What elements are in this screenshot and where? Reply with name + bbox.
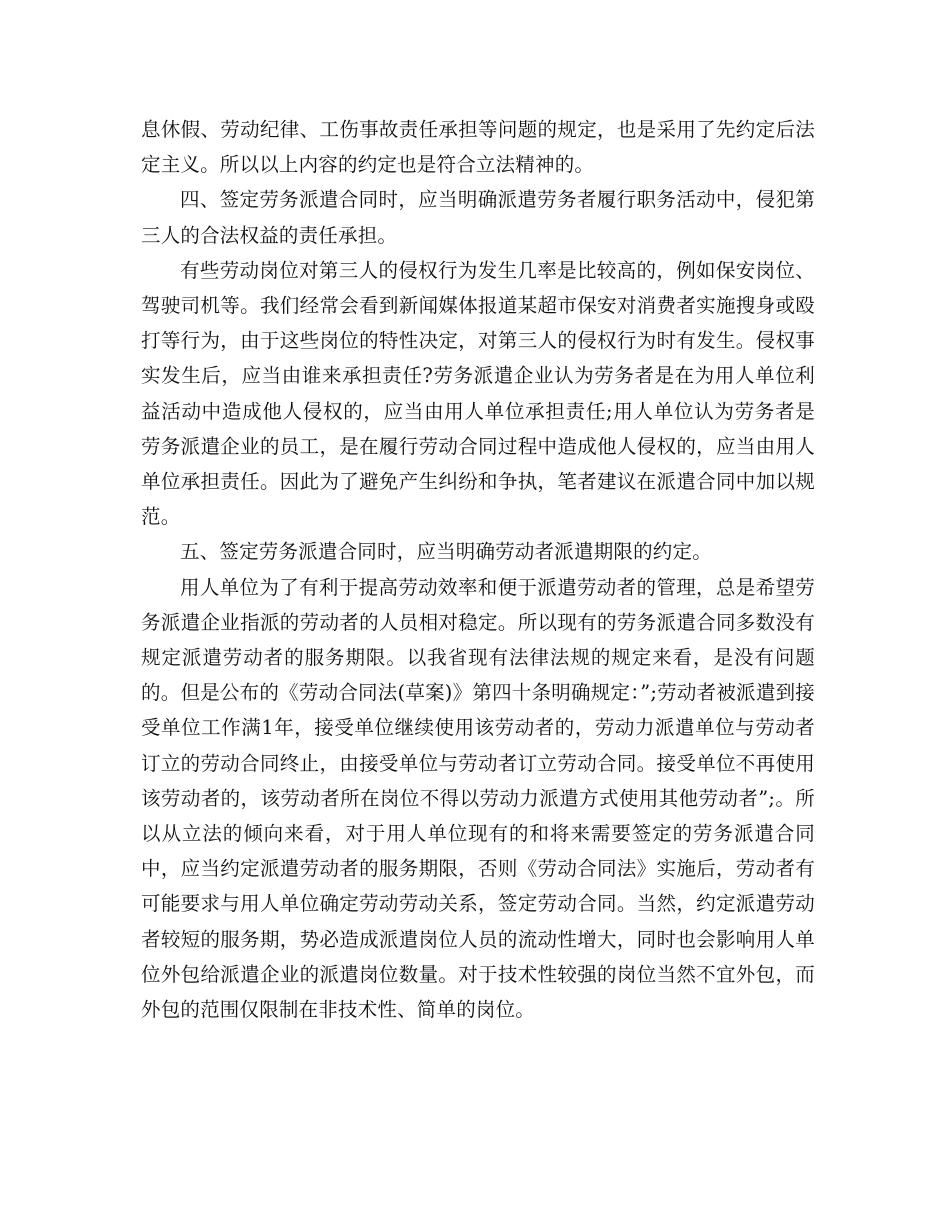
paragraph-section-four-heading: 四、签定劳务派遣合同时，应当明确派遣劳务者履行职务活动中，侵犯第三人的合法权益的责任承担。 xyxy=(141,188,815,247)
paragraph-continuation: 息休假、劳动纪律、工伤事故责任承担等问题的规定，也是采用了先约定后法定主义。所以以上内容的约定也是符合立法精神的。 xyxy=(141,118,815,177)
paragraph-infringement-liability: 有些劳动岗位对第三人的侵权行为发生几率是比较高的，例如保安岗位、驾驶司机等。我们经常会看到新闻媒体报道某超市保安对消费者实施搜身或殴打等行为，由于这些岗位的特性决定，对第三人的侵权行为时有发生。侵权事实发生后，应当由谁来承担责任?劳务派遣企业认为劳务者是在为用人单位利益活动中造成他人侵权的，应当由用人单位承担责任;用人单位认为劳务者是劳务派遣企业的员工，是在履行劳动合同过程中造成他人侵权的，应当由用人单位承担责任。因此为了避免产生纠纷和争执，笔者建议在派遣合同中加以规范。 xyxy=(141,258,815,529)
document-body xyxy=(141,112,815,1027)
paragraph-dispatch-term: 用人单位为了有利于提高劳动效率和便于派遣劳动者的管理，总是希望劳务派遣企业指派的劳动者的人员相对稳定。所以现有的劳务派遣合同多数没有规定派遣劳动者的服务期限。以我省现有法律法规的规定来看，是没有问题的。但是公布的《劳动合同法(草案)》第四十条明确规定：”;劳动者被派遣到接受单位工作满1年，接受单位继续使用该劳动者的，劳动力派遣单位与劳动者订立的劳动合同终止，由接受单位与劳动者订立劳动合同。接受单位不再使用该劳动者的，该劳动者所在岗位不得以劳动力派遣方式使用其他劳动者”;。所以从立法的倾向来看，对于用人单位现有的和将来需要签定的劳务派遣合同中，应当约定派遣劳动者的服务期限，否则《劳动合同法》实施后，劳动者有可能要求与用人单位确定劳动劳动关系，签定劳动合同。当然，约定派遣劳动者较短的服务期，势必造成派遣岗位人员的流动性增大，同时也会影响用人单位外包给派遣企业的派遣岗位数量。对于技术性较强的岗位当然不宜外包，而外包的范围仅限制在非技术性、简单的岗位。 xyxy=(141,575,815,1022)
paragraph-section-five-heading: 五、签定劳务派遣合同时，应当明确劳动者派遣期限的约定。 xyxy=(180,540,712,564)
